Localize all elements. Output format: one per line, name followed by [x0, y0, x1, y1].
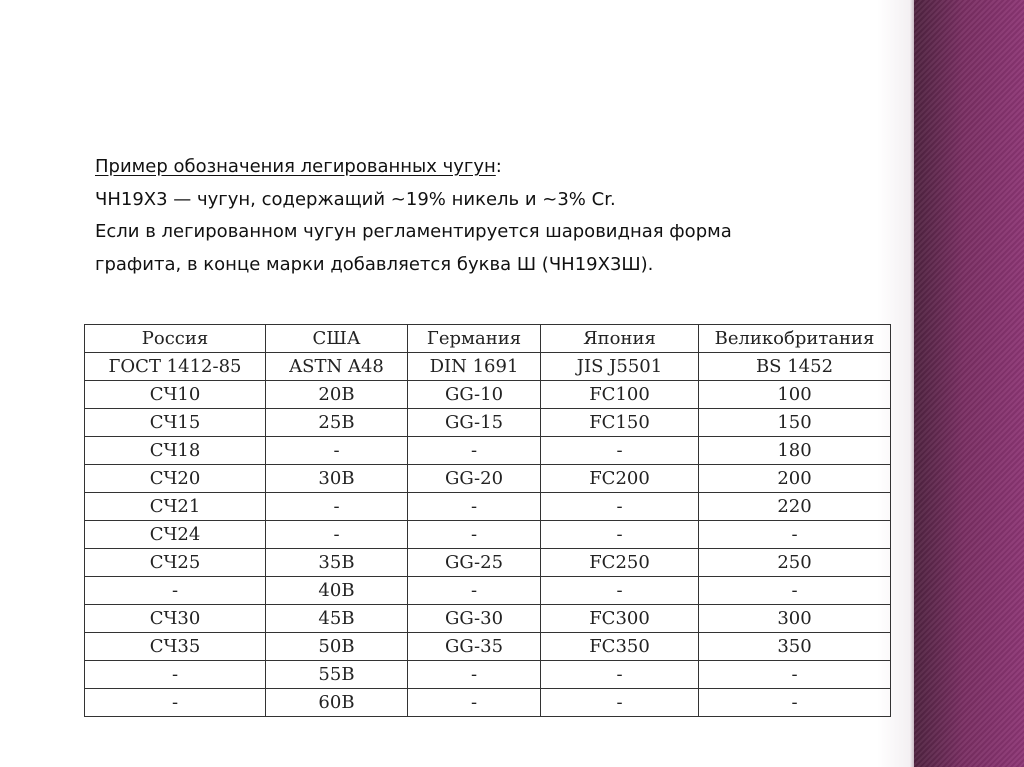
intro-heading [95, 151, 895, 184]
table-cell: - [541, 661, 699, 689]
table-cell: FC250 [541, 549, 699, 577]
intro-line-2: ЧН19Х3 — чугун, содержащий ~19% никель и ~3% Cr. [95, 188, 616, 210]
table-cell: СЧ18 [85, 437, 266, 465]
table-cell: 150 [699, 409, 891, 437]
table-cell: СЧ35 [85, 633, 266, 661]
table-cell: - [541, 689, 699, 717]
table-header-row [85, 325, 891, 353]
table-cell: СЧ24 [85, 521, 266, 549]
table-cell: FC200 [541, 465, 699, 493]
table-row [85, 521, 891, 549]
table-cell: - [699, 661, 891, 689]
table-cell: - [699, 689, 891, 717]
table-cell: GG-30 [408, 605, 541, 633]
table-cell: - [85, 689, 266, 717]
table-cell: 20В [266, 381, 408, 409]
table-row [85, 633, 891, 661]
table-cell: СЧ20 [85, 465, 266, 493]
table-cell: FC100 [541, 381, 699, 409]
table-cell: СЧ30 [85, 605, 266, 633]
table-cell: 300 [699, 605, 891, 633]
table-cell: - [699, 577, 891, 605]
table-cell: СЧ25 [85, 549, 266, 577]
table-cell: 55В [266, 661, 408, 689]
header-japan: Япония [541, 325, 699, 353]
table-cell: - [85, 661, 266, 689]
table-cell: GG-20 [408, 465, 541, 493]
grades-table [84, 324, 891, 717]
table-row [85, 605, 891, 633]
table-cell: 200 [699, 465, 891, 493]
table-cell: - [85, 577, 266, 605]
table-cell: 35В [266, 549, 408, 577]
table-cell: 350 [699, 633, 891, 661]
table-cell: - [541, 521, 699, 549]
table-cell: - [408, 521, 541, 549]
table-cell: СЧ15 [85, 409, 266, 437]
table-cell: 50В [266, 633, 408, 661]
table-cell: - [541, 493, 699, 521]
table-row [85, 381, 891, 409]
table-row [85, 409, 891, 437]
table-row [85, 493, 891, 521]
intro-line-4: графита, в конце марки добавляется буква Ш (ЧН19Х3Ш). [95, 253, 654, 275]
intro-heading-suffix: : [495, 156, 502, 177]
table-cell: 250 [699, 549, 891, 577]
standard-usa: ASTN A48 [266, 353, 408, 381]
table-cell: GG-25 [408, 549, 541, 577]
table-cell: 30В [266, 465, 408, 493]
table-cell: - [266, 437, 408, 465]
cast-iron-grades-table [84, 324, 890, 715]
table-cell: - [266, 521, 408, 549]
table-cell: 40В [266, 577, 408, 605]
header-usa: США [266, 325, 408, 353]
intro-heading-underlined: Пример обозначения легированных чугун [95, 156, 496, 177]
header-uk: Великобритания [699, 325, 891, 353]
table-row [85, 689, 891, 717]
table-cell: 180 [699, 437, 891, 465]
standard-uk: BS 1452 [699, 353, 891, 381]
intro-text [95, 151, 895, 281]
table-body [85, 381, 891, 717]
table-cell: СЧ10 [85, 381, 266, 409]
standard-germany: DIN 1691 [408, 353, 541, 381]
table-standards-row [85, 353, 891, 381]
table-cell: - [408, 689, 541, 717]
table-cell: 25В [266, 409, 408, 437]
table-cell: GG-15 [408, 409, 541, 437]
intro-line-3: Если в легированном чугун регламентируется шаровидная форма [95, 221, 732, 242]
table-cell: - [541, 437, 699, 465]
purple-side-band [914, 0, 1024, 767]
table-cell: 45В [266, 605, 408, 633]
table-row [85, 465, 891, 493]
table-row [85, 549, 891, 577]
table-cell: GG-10 [408, 381, 541, 409]
table-cell: - [408, 493, 541, 521]
table-row [85, 661, 891, 689]
table-cell: GG-35 [408, 633, 541, 661]
table-cell: 100 [699, 381, 891, 409]
table-cell: - [408, 437, 541, 465]
table-cell: - [699, 521, 891, 549]
table-cell: СЧ21 [85, 493, 266, 521]
standard-japan: JIS J5501 [541, 353, 699, 381]
header-russia: Россия [85, 325, 266, 353]
header-germany: Германия [408, 325, 541, 353]
table-cell: - [541, 577, 699, 605]
table-row [85, 577, 891, 605]
standard-russia: ГОСТ 1412-85 [85, 353, 266, 381]
table-cell: 220 [699, 493, 891, 521]
table-cell: 60В [266, 689, 408, 717]
table-cell: FC350 [541, 633, 699, 661]
table-cell: - [266, 493, 408, 521]
table-cell: - [408, 577, 541, 605]
table-cell: FC150 [541, 409, 699, 437]
table-cell: FC300 [541, 605, 699, 633]
table-row [85, 437, 891, 465]
table-cell: - [408, 661, 541, 689]
